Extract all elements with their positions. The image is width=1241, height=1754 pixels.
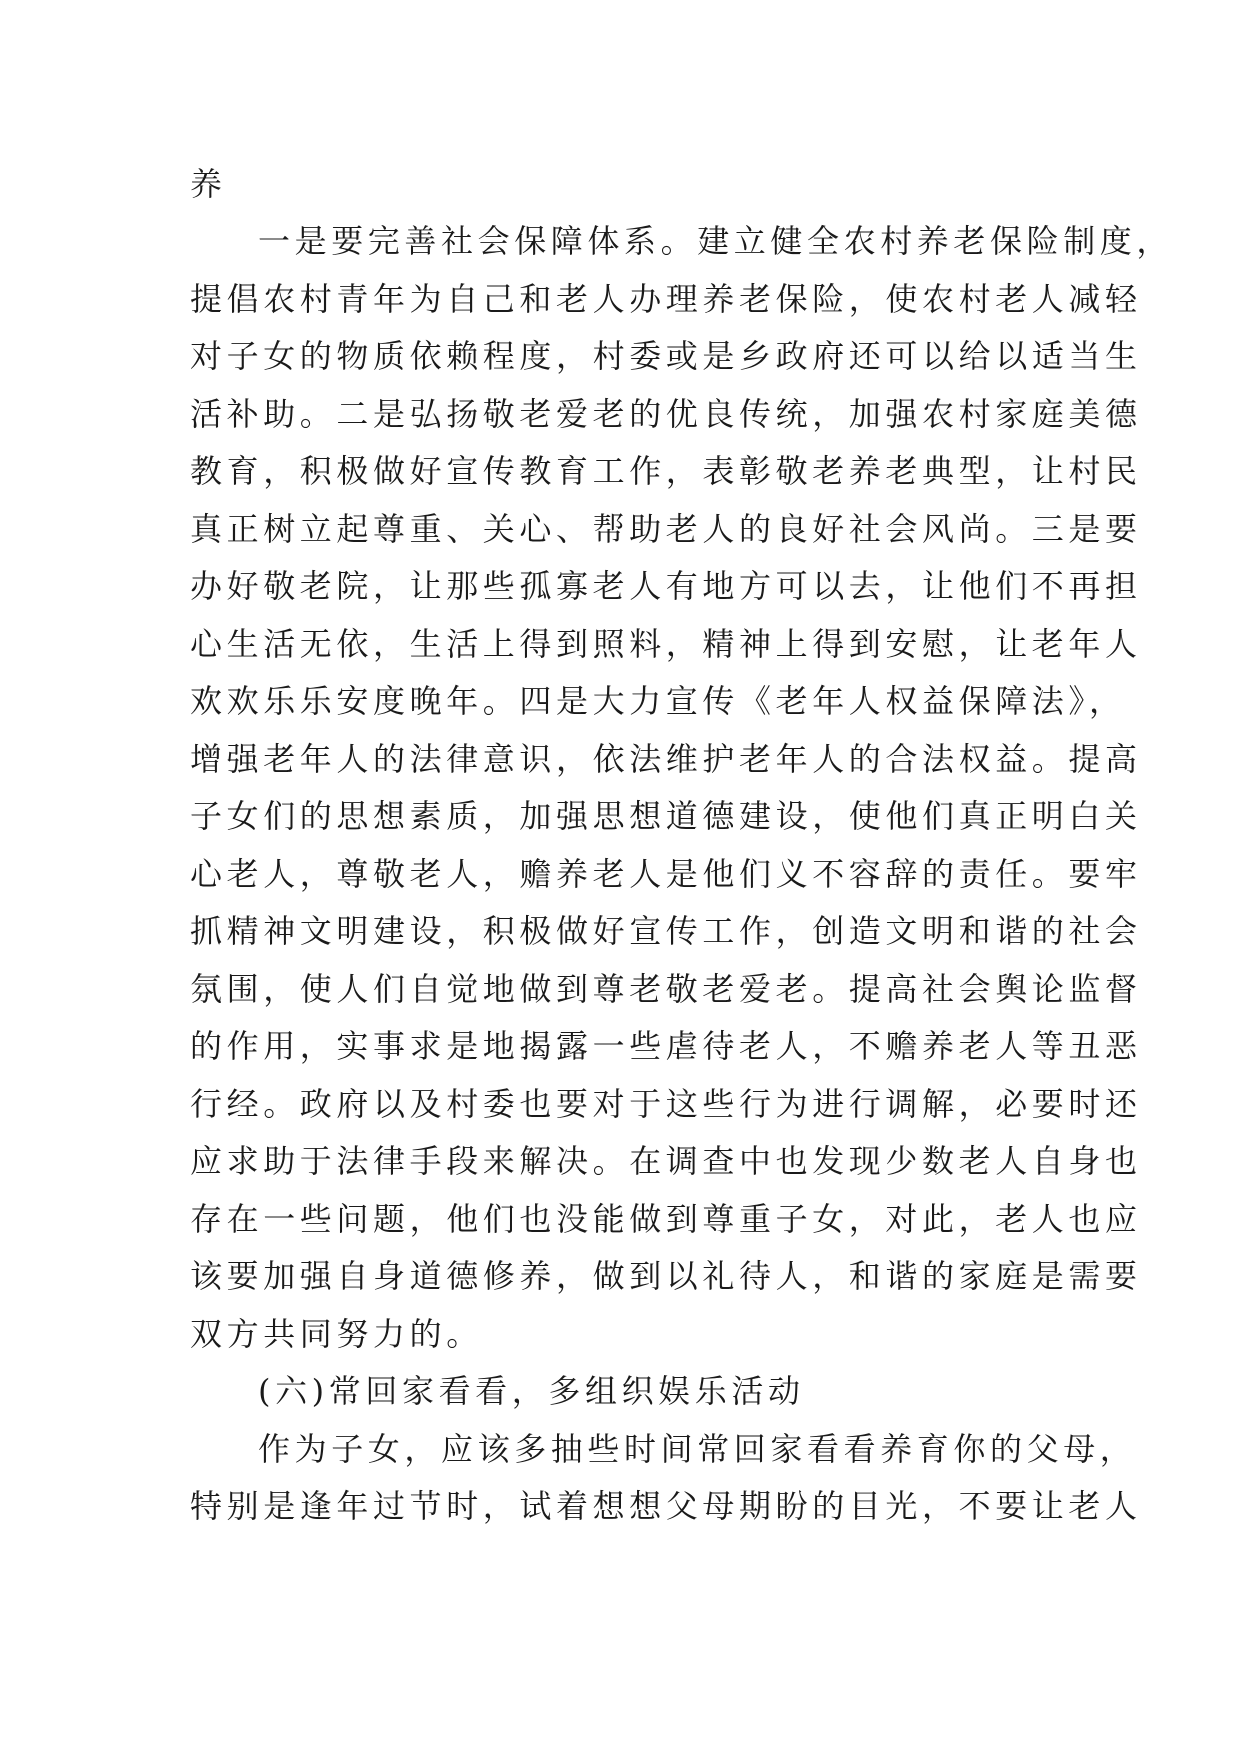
paragraph-start: 作为子女，应该多抽些时间常回家看看养育你的父母，	[258, 1430, 1137, 1468]
text-line: 心老人，尊敬老人，赡养老人是他们义不容辞的责任。要牢	[190, 855, 1142, 893]
text-line: 抓精神文明建设，积极做好宣传工作，创造文明和谐的社会	[190, 912, 1142, 950]
text-line: 养	[190, 165, 227, 203]
text-line: 氛围，使人们自觉地做到尊老敬老爱老。提高社会舆论监督	[190, 970, 1142, 1008]
text-line: 提倡农村青年为自己和老人办理养老保险，使农村老人减轻	[190, 280, 1142, 318]
text-line: 双方共同努力的。	[190, 1315, 483, 1353]
text-line: 行经。政府以及村委也要对于这些行为进行调解，必要时还	[190, 1085, 1142, 1123]
text-line: 欢欢乐乐安度晚年。四是大力宣传《老年人权益保障法》，	[190, 682, 1126, 720]
text-line: 应求助于法律手段来解决。在调查中也发现少数老人自身也	[190, 1142, 1142, 1180]
text-line: 办好敬老院，让那些孤寡老人有地方可以去，让他们不再担	[190, 567, 1142, 605]
text-line: 教育，积极做好宣传教育工作，表彰敬老养老典型，让村民	[190, 452, 1142, 490]
text-line: 对子女的物质依赖程度，村委或是乡政府还可以给以适当生	[190, 337, 1142, 375]
section-heading: (六)常回家看看，多组织娱乐活动	[258, 1372, 805, 1410]
text-line: 特别是逢年过节时，试着想想父母期盼的目光，不要让老人	[190, 1487, 1142, 1525]
text-line: 真正树立起尊重、关心、帮助老人的良好社会风尚。三是要	[190, 510, 1142, 548]
text-line: 该要加强自身道德修养，做到以礼待人，和谐的家庭是需要	[190, 1257, 1142, 1295]
text-line: 子女们的思想素质，加强思想道德建设，使他们真正明白关	[190, 797, 1142, 835]
text-line: 增强老年人的法律意识，依法维护老年人的合法权益。提高	[190, 740, 1142, 778]
text-line: 的作用，实事求是地揭露一些虐待老人，不赡养老人等丑恶	[190, 1027, 1142, 1065]
text-line: 心生活无依，生活上得到照料，精神上得到安慰，让老年人	[190, 625, 1142, 663]
text-line: 存在一些问题，他们也没能做到尊重子女，对此，老人也应	[190, 1200, 1142, 1238]
paragraph-start: 一是要完善社会保障体系。建立健全农村养老保险制度，	[258, 222, 1174, 260]
text-line: 活补助。二是弘扬敬老爱老的优良传统，加强农村家庭美德	[190, 395, 1142, 433]
